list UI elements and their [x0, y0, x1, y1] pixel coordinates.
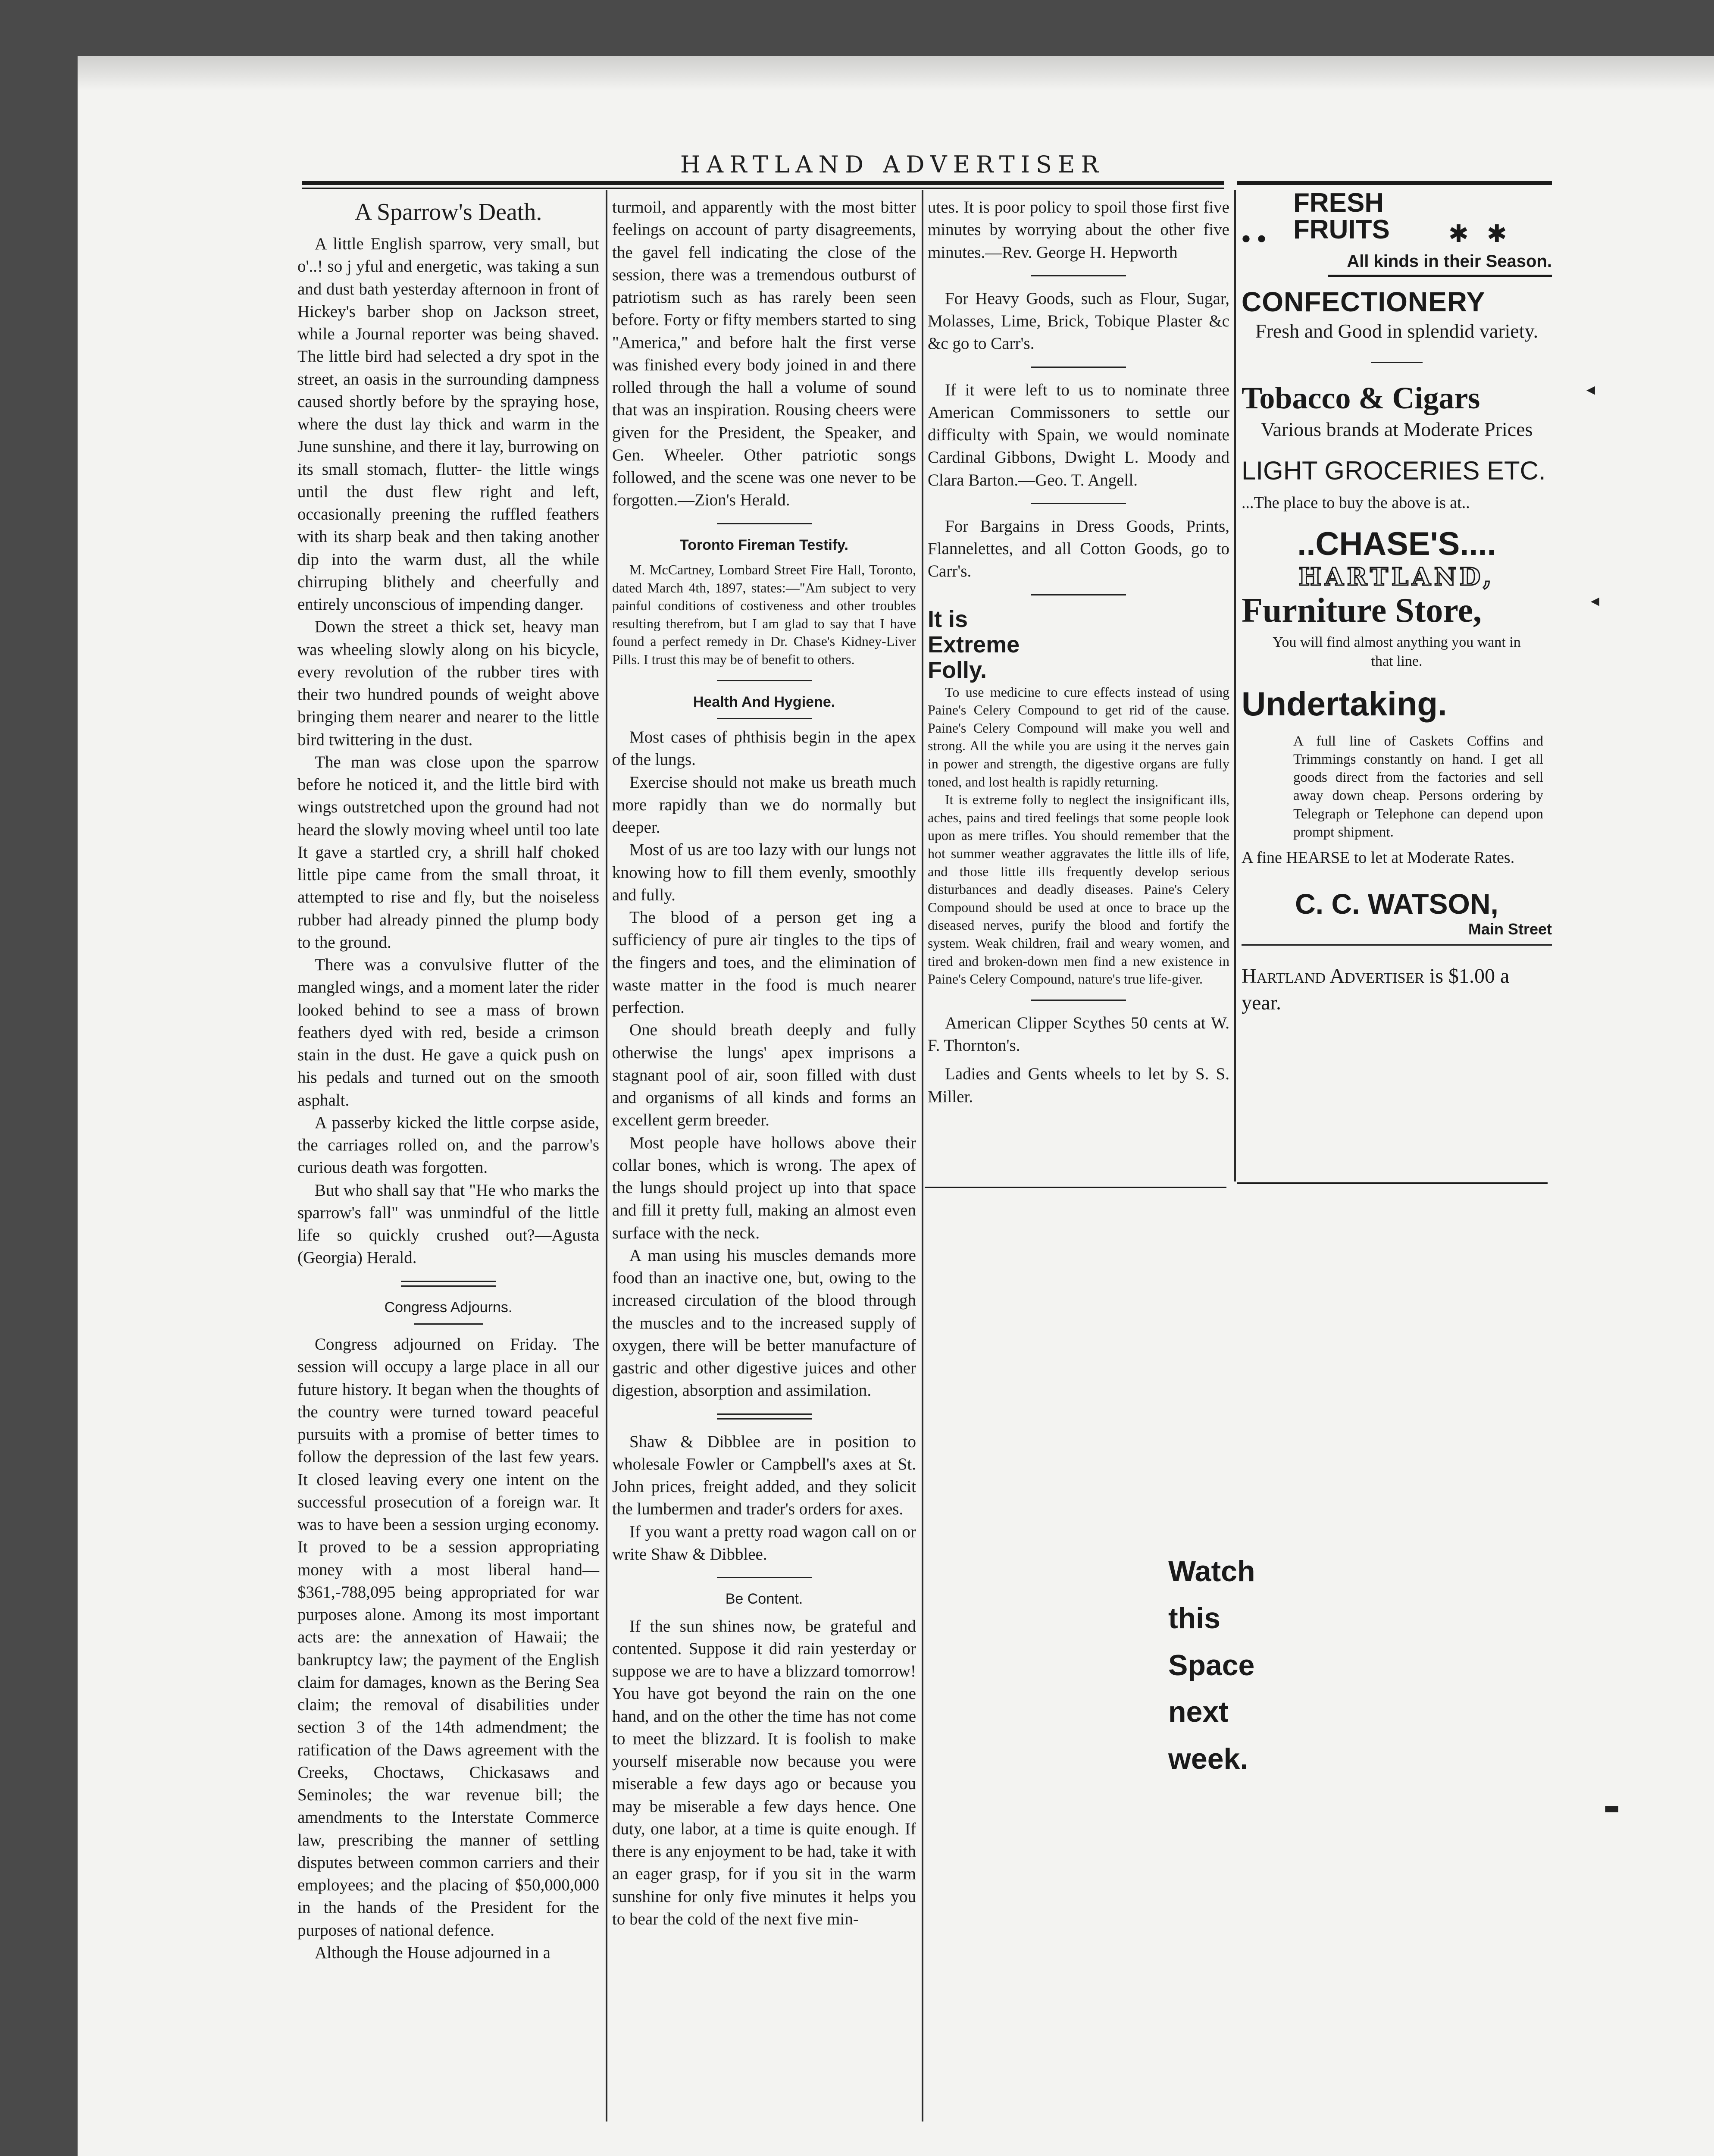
watch-line: Watch	[1168, 1555, 1255, 1588]
paragraph: A little English sparrow, very small, but o'..! so j yful and energetic, was taking a sun and dust bath yesterday afternoon in front of Hickey's barber shop on Jackson street, while a Journal reporter was being shaved. The little bird had selected a dry spot in the street, an oasis in the surrounding dampness caused shortly before by the spraying hose, where the dust lay thick and warm in the June sunshine, and there it lay, burrowing on its small stomach, flutter- the little wings until the dust flew right and left, occasionally preening the ruffled feathers with its sharp beak and then taking another dip into the warm dust, all the while chirruping blithely and cheerfully and entirely unconscious of impending danger.	[297, 235, 599, 614]
tobacco-heading: Tobacco & Cigars	[1242, 381, 1480, 416]
paragraph: Most of us are too lazy with our lungs not knowing how to fill them evenly, smoothly and fully.	[612, 840, 916, 904]
column-1	[297, 196, 599, 1964]
confectionery-text: Fresh and Good in splendid variety.	[1255, 320, 1539, 342]
ink-blot: ◂	[1586, 379, 1595, 399]
masthead-rule	[302, 181, 1224, 185]
paragraph: Shaw & Dibblee are in position to wholesale Fowler or Campbell's axes at St. John prices, freight added, and they solicit the lumbermen and trader's orders for axes.	[612, 1432, 916, 1519]
section-divider	[717, 1577, 812, 1578]
section-divider	[1031, 275, 1126, 276]
section-divider	[1031, 503, 1126, 504]
ink-blot: ◂	[1591, 591, 1600, 611]
fireman-title: Toronto Fireman Testify.	[679, 536, 849, 553]
section-divider	[717, 680, 812, 681]
watch-line: week.	[1168, 1742, 1248, 1776]
subscription-line	[1242, 963, 1552, 1017]
column-divider	[606, 190, 607, 2122]
groceries-heading: LIGHT GROCERIES ETC.	[1242, 456, 1546, 486]
paragraph: If you want a pretty road wagon call on or write Shaw & Dibblee.	[612, 1522, 916, 1564]
paragraph: One should breath deeply and fully otherwise the lungs' apex imprisons a stagnant pool of air, soon filled with dust and organisms of all kinds and forms an excellent germ breeder.	[612, 1021, 916, 1130]
paragraph: A man using his muscles demands more food than an inactive one, but, owing to the increased circulation of the blood through the muscles and to the increased supply of oxygen, there will be better manufacture of gastric and other digestive juices and other digestion, absorption and assimilation.	[612, 1246, 916, 1400]
paragraph: M. McCartney, Lombard Street Fire Hall, Toronto, dated March 4th, 1897, states:—"Am subject to very painful conditions of costiveness and other troubles resulting therefrom, but I am glad to say that I have found a perfect remedy in Dr. Chase's Kidney-Liver Pills. I trust this may be of benefit to others.	[612, 562, 916, 667]
chase-advertisement	[1242, 190, 1552, 1017]
paragraph: utes. It is poor policy to spoil those first five minutes by worrying about the other five minutes.—Rev. George H. Hepworth	[928, 198, 1229, 262]
furniture-text: You will find almost anything you want in that line.	[1273, 634, 1521, 670]
paragraph: turmoil, and apparently with the most bitter feelings on account of party disagreements, the gavel fell indicating the close of the session, there was a tremendous outburst of patriotism such as has rarely been seen before. Forty or fifty members started to sing "America," and before halt the first verse was finished every body joined in and there rolled through the hall a volume of sound that was an inspiration. Rousing cheers were given for the President, the Speaker, and Gen. Wheeler. Other patriotic songs followed, and the scene was one never to be forgotten.—Zion's Herald.	[612, 198, 916, 510]
column-2	[612, 196, 916, 1930]
paper-name: Hartland Advertiser	[1242, 964, 1425, 987]
paragraph: American Clipper Scythes 50 cents at W. F. Thornton's.	[928, 1013, 1229, 1055]
chase-name: ..CHASE'S....	[1297, 526, 1496, 563]
paragraph: Although the House adjourned in a	[315, 1943, 550, 1962]
section-divider	[717, 1413, 812, 1420]
fruits-word: FRUITS	[1293, 215, 1390, 244]
kinds-line: All kinds in their Season.	[1347, 252, 1552, 271]
paragraph: Ladies and Gents wheels to let by S. S. Miller.	[928, 1065, 1229, 1106]
masthead: HARTLAND ADVERTISER	[680, 151, 1105, 178]
folly-title: It is Extreme Folly.	[928, 606, 1020, 683]
watch-line: this	[1168, 1601, 1220, 1635]
ornament-dots: • •	[1242, 225, 1267, 253]
section-divider	[1031, 594, 1126, 595]
watch-line: Space	[1168, 1648, 1255, 1682]
ink-blot: ▬	[1604, 1798, 1620, 1818]
paragraph: For Bargains in Dress Goods, Prints, Flannelettes, and all Cotton Goods, go to Carr's.	[928, 517, 1229, 581]
ad-rule	[1242, 944, 1552, 946]
masthead-rule-right	[1237, 181, 1552, 185]
caskets-text: A full line of Caskets Coffins and Trimmings constantly on hand. I get all goods direct from the factories and sell away down cheap. Persons ordering by Telegraph or Telephone can depend upon prompt shipment.	[1293, 733, 1543, 840]
column-3	[928, 196, 1229, 1108]
paragraph: Most cases of phthisis begin in the apex of the lungs.	[612, 728, 916, 769]
paragraph: The man was close upon the sparrow before he noticed it, and the little bird with wings outstretched upon the ground had not heard the slowly moving wheel until too late It gave a startled cry, a shrill half choked little pipe came from the small throat, it attempted to rise and fly, but the noiseless rubber had already pinned the plump body to the ground.	[297, 752, 599, 952]
undertaking-heading: Undertaking.	[1242, 684, 1447, 723]
paragraph: If the sun shines now, be grateful and contented. Suppose it did rain yesterday or suppose we are to have a blizzard tomorrow! You have got beyond the rain on the one hand, and on the other the time has not come to meet the blizzard. It is foolish to make yourself miserable now because you were miserable a few days ago or because you may be miserable a few days hence. One duty, one labor, at a time is quite enough. If there is any enjoyment to be had, take it with an eager grasp, for if you sit in the warm sunshine for only five minutes it helps you to bear the cold of the next five min-	[612, 1617, 916, 1928]
section-divider	[1031, 1000, 1126, 1001]
paragraph: For Heavy Goods, such as Flour, Sugar, Molasses, Lime, Brick, Tobique Plaster &c &c go to Carr's.	[928, 289, 1229, 353]
paragraph: If it were left to us to nominate three American Commissoners to settle our difficulty with Spain, we would nominate Cardinal Gibbons, Dwight L. Moody and Clara Barton.—Geo. T. Angell.	[928, 380, 1229, 489]
ad-bottom-rule	[1237, 1182, 1548, 1184]
section-divider	[717, 523, 812, 524]
health-title: Health And Hygiene.	[693, 693, 835, 710]
ad-rule	[1328, 275, 1552, 277]
paragraph: A passerby kicked the little corpse aside, the carriages rolled on, and the parrow's curious death was forgotten.	[297, 1113, 599, 1177]
column-divider	[1234, 190, 1236, 1181]
main-street: Main Street	[1468, 920, 1552, 938]
hartland-heading: HARTLAND,	[1298, 563, 1495, 592]
column-divider	[922, 190, 923, 2122]
paragraph: The blood of a person get ing a sufficiency of pure air tingles to the tips of the fingers and toes, and the elimination of waste matter in the food is much nearer perfection.	[612, 908, 916, 1017]
column-end-rule	[925, 1187, 1226, 1188]
paragraph: Down the street a thick set, heavy man was wheeling slowly along on his bicycle, every revolution of the rubber tires with their two hundred pounds of weight above bringing them nearer and nearer to the little bird twittering in the dust.	[297, 617, 599, 749]
section-divider	[1031, 367, 1126, 368]
congress-title: Congress Adjourns.	[384, 1299, 513, 1316]
masthead-rule-thin	[302, 188, 1224, 189]
ornament-stars-icon: ✱ ✱	[1448, 221, 1507, 248]
watch-this-space	[1168, 1548, 1341, 1783]
paragraph: Congress adjourned on Friday. The session will occupy a large place in all our future history. It began when the thoughts of the country were turned toward peaceful pursuits with a promise of better times to follow the depression of the last few years. It closed leaving every one intent on the successful prosecution of a foreign war. It was to have been a session urging economy. It proved to be a session appropriating money with a most liberal hand—$361,-788,095 being appropriated for war purposes alone. Among its most important acts are: the annexation of Hawaii; the bankruptcy law; the payment of the English claim for damages, known as the Bering Sea claim; the removal of disabilities under section 3 of the 14th admendment; the ratification of the Daws agreement with the Creeks, Choctaws, Chickasaws and Seminoles; the war revenue bill; the amendments to the Interstate Commerce law, prescribing the manner of settling disputes between common carriers and their employees; and the placing of $50,000,000 in the hands of the President for the purposes of national defence.	[297, 1335, 599, 1940]
watch-line: next	[1168, 1695, 1229, 1729]
paragraph: There was a convulsive flutter of the mangled wings, and a moment later the rider looked behind to see a mass of brown feathers dyed with red, beside a crimson stain in the dust. He gave a quick push on his pedals and turned out on the smooth asphalt.	[297, 956, 599, 1109]
paragraph: Most people have hollows above their collar bones, which is wrong. The apex of the lungs should project up into that space and fill it pretty full, making an almost even surface with the neck.	[612, 1133, 916, 1242]
section-divider	[414, 1323, 483, 1325]
paragraph: But who shall say that "He who marks the sparrow's fall" was unmindful of the little life so quickly crushed out?—Agusta (Georgia) Herald.	[297, 1181, 599, 1267]
tobacco-text: Various brands at Moderate Prices	[1260, 418, 1533, 441]
hearse-text: A fine HEARSE to let at Moderate Rates.	[1242, 848, 1515, 867]
subscription-price: is $1.00 a year.	[1242, 964, 1510, 1015]
watson-name: C. C. WATSON,	[1295, 887, 1498, 920]
place-line: ...The place to buy the above is at..	[1242, 494, 1470, 512]
section-divider	[401, 1281, 496, 1287]
ad-divider	[1371, 362, 1423, 363]
paragraph: Exercise should not make us breath much more rapidly than we do normally but deeper.	[612, 773, 916, 837]
content-title: Be Content.	[725, 1591, 803, 1608]
furniture-heading: Furniture Store,	[1242, 592, 1482, 630]
paragraph: To use medicine to cure effects instead of using Paine's Celery Compound to get rid of the cause. Paine's Celery Compound will make you well and strong. All the while you are using it the nerves gain in power and strength, the digestive organs are fully toned, and lost health is rapidly returning.	[928, 684, 1229, 790]
paragraph: It is extreme folly to neglect the insignificant ills, aches, pains and tired feelings that some people look upon as mere trifles. You should remember that the hot summer weather aggravates the little ills of life, and those little ills frequently develop serious disturbances and deadly diseases. Paine's Celery Compound should be used at once to brace up the diseased nerves, purify the blood and fortify the system. Weak children, frail and weary women, and tired and broken-down men find a new existence in Paine's Celery Compound, nature's true life-giver.	[928, 792, 1229, 987]
sparrow-title: A Sparrow's Death.	[354, 199, 542, 226]
section-divider	[717, 718, 812, 719]
fresh-word: FRESH	[1293, 188, 1384, 218]
confectionery-heading: CONFECTIONERY	[1242, 286, 1486, 317]
